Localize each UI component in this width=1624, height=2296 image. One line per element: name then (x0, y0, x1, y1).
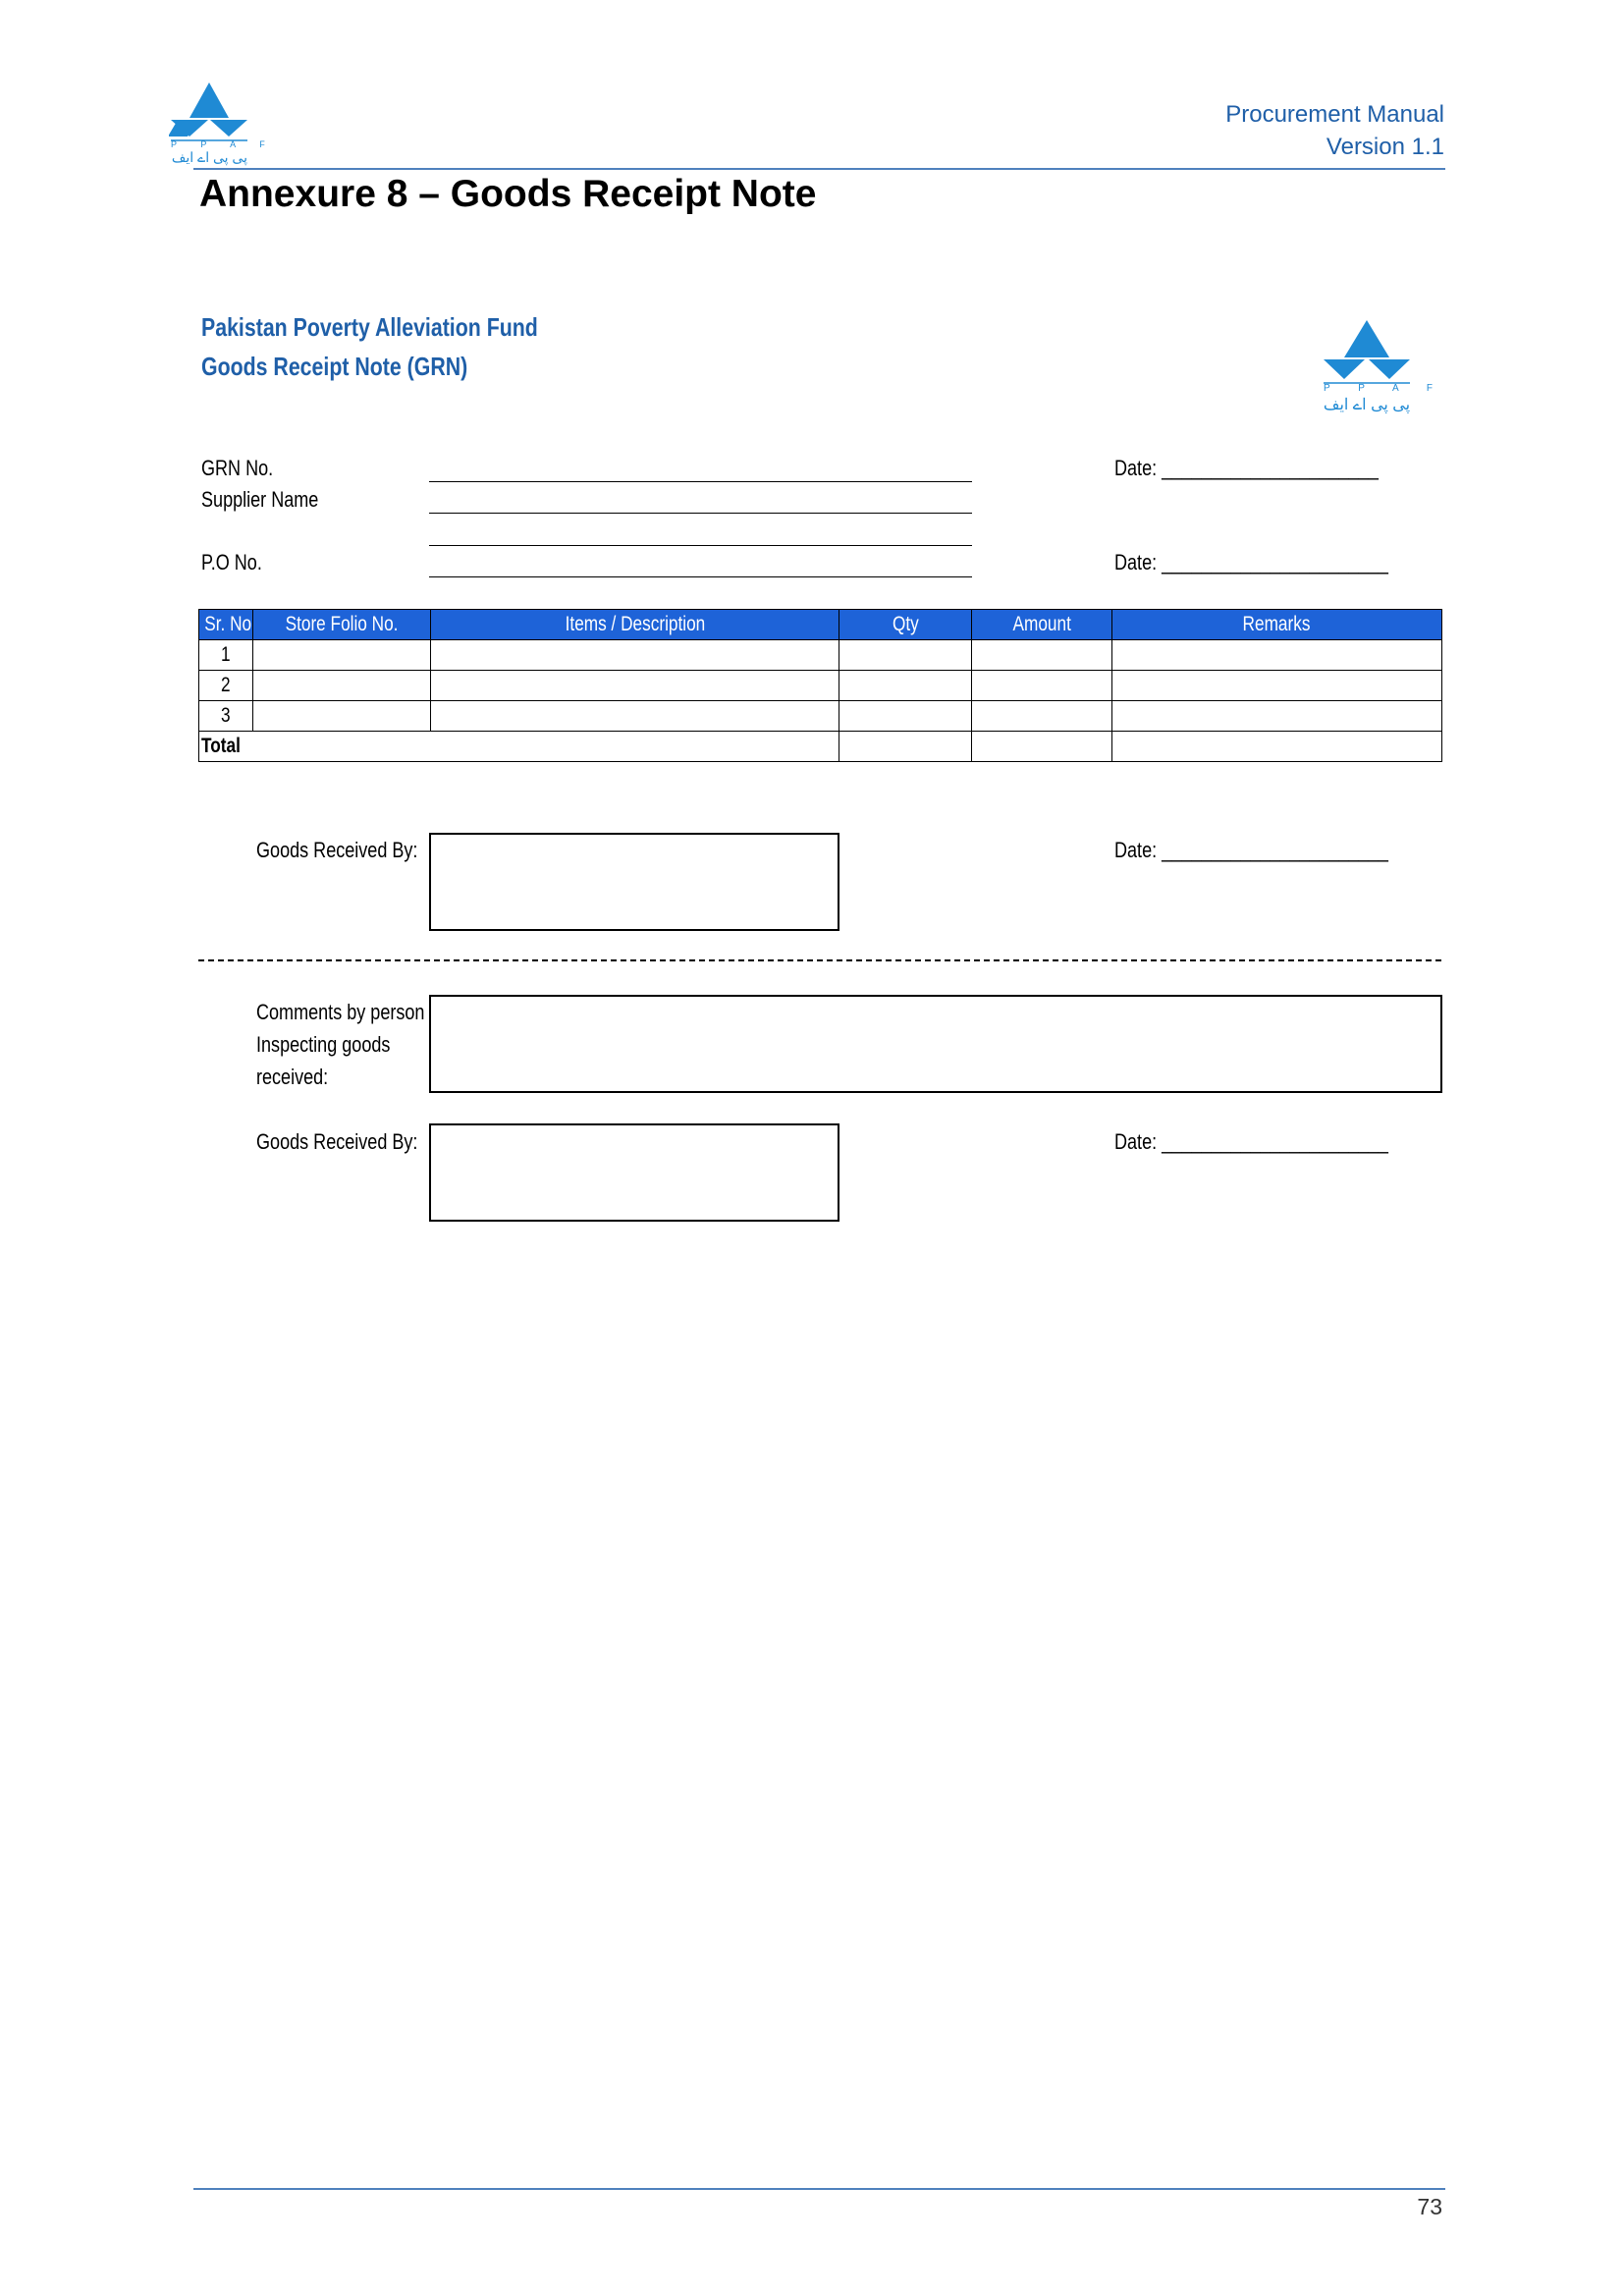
row-number: 2 (199, 671, 253, 701)
goods-received-by-label: Goods Received By: (256, 838, 418, 862)
items-cell[interactable] (431, 671, 839, 701)
supplier-name-field-line2[interactable] (429, 545, 972, 546)
org-name: Pakistan Poverty Alleviation Fund (201, 312, 538, 342)
page-title: Annexure 8 – Goods Receipt Note (199, 173, 817, 215)
table-row (199, 640, 1442, 671)
column-header-qty: Qty (839, 610, 972, 640)
po-date-field[interactable]: Date: _______________________ (1114, 550, 1388, 574)
comments-label-line2: Inspecting goods (256, 1032, 391, 1057)
header-logo-urdu: پی پی اے ایف (171, 149, 247, 165)
page-number: 73 (1417, 2194, 1442, 2219)
supplier-name-label: Supplier Name (201, 487, 319, 512)
received-date-field[interactable]: Date: _______________________ (1114, 838, 1388, 862)
qty-cell[interactable] (839, 671, 972, 701)
goods-received-by-box-2[interactable] (429, 1123, 839, 1222)
supplier-name-field[interactable] (429, 513, 972, 514)
qty-cell[interactable] (839, 701, 972, 732)
total-qty-cell[interactable] (839, 732, 972, 762)
items-cell[interactable] (431, 701, 839, 732)
row-number: 3 (199, 701, 253, 732)
table-row (199, 701, 1442, 732)
items-cell[interactable] (431, 640, 839, 671)
items-table (198, 609, 1442, 762)
form-logo-letters: P P A F (1324, 383, 1445, 394)
received-date-field-2[interactable]: Date: _______________________ (1114, 1129, 1388, 1154)
column-header-store-folio: Store Folio No. (253, 610, 431, 640)
store-folio-cell[interactable] (253, 640, 431, 671)
column-header-amount: Amount (972, 610, 1112, 640)
total-row (199, 732, 1442, 762)
store-folio-cell[interactable] (253, 701, 431, 732)
total-amount-cell[interactable] (972, 732, 1112, 762)
grn-no-field[interactable] (429, 481, 972, 482)
manual-title: Procurement Manual (1225, 101, 1444, 128)
total-label: Total (199, 732, 839, 762)
qty-cell[interactable] (839, 640, 972, 671)
grn-no-label: GRN No. (201, 456, 274, 480)
amount-cell[interactable] (972, 701, 1112, 732)
amount-cell[interactable] (972, 671, 1112, 701)
remarks-cell[interactable] (1112, 671, 1442, 701)
manual-version: Version 1.1 (1326, 134, 1444, 160)
header-rule (193, 168, 1445, 170)
form-logo-urdu: پی پی اے ایف (1323, 397, 1411, 413)
table-header-row (199, 610, 1442, 640)
footer-rule (193, 2188, 1445, 2190)
po-no-field[interactable] (429, 576, 972, 577)
form-logo-icon (1322, 320, 1412, 389)
comments-label-line1: Comments by person (256, 1000, 425, 1024)
comments-label-line3: received: (256, 1065, 329, 1089)
total-remarks-cell[interactable] (1112, 732, 1442, 762)
grn-date-field[interactable]: Date: ______________________ (1114, 456, 1379, 480)
column-header-items: Items / Description (431, 610, 839, 640)
column-header-sr-no: Sr. No (199, 610, 253, 640)
po-no-label: P.O No. (201, 550, 262, 574)
goods-received-by-box[interactable] (429, 833, 839, 931)
form-name: Goods Receipt Note (GRN) (201, 352, 468, 381)
table-row (199, 671, 1442, 701)
cut-line-divider (198, 959, 1441, 961)
store-folio-cell[interactable] (253, 671, 431, 701)
remarks-cell[interactable] (1112, 640, 1442, 671)
column-header-remarks: Remarks (1112, 610, 1442, 640)
row-number: 1 (199, 640, 253, 671)
goods-received-by-label-2: Goods Received By: (256, 1129, 418, 1154)
amount-cell[interactable] (972, 640, 1112, 671)
header-logo-letters: P P A F (171, 139, 276, 149)
remarks-cell[interactable] (1112, 701, 1442, 732)
comments-box[interactable] (429, 995, 1442, 1093)
